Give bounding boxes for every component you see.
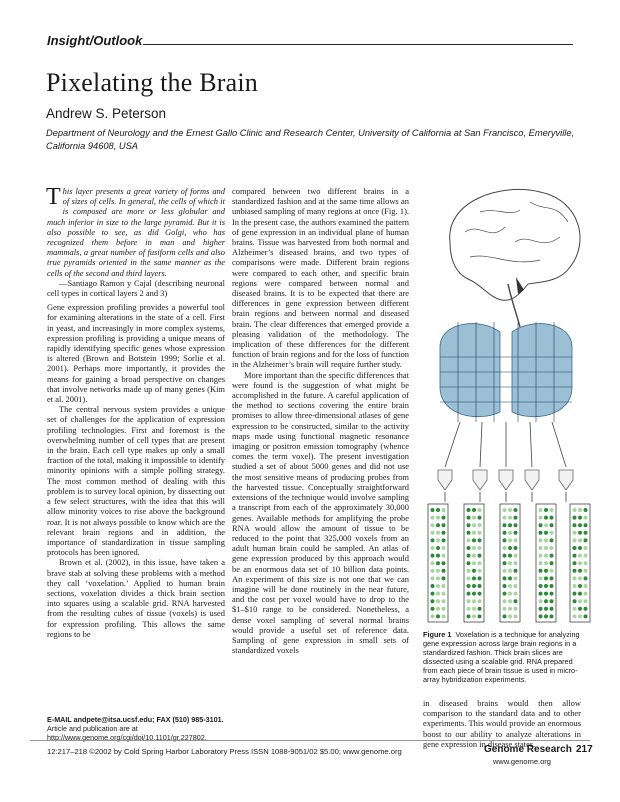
array-spot	[467, 538, 471, 542]
array-spot	[467, 508, 471, 512]
array-spot	[467, 614, 471, 618]
array-spot	[584, 584, 588, 588]
array-spot	[431, 584, 435, 588]
array-spot	[539, 554, 543, 558]
array-spot	[478, 584, 482, 588]
array-spot	[472, 599, 476, 603]
array-spot	[584, 561, 588, 565]
array-spot	[578, 508, 582, 512]
affiliation: Department of Neurology and the Ernest Gallo Clinic and Research Center, University of California at San Francisco, Emeryville, California 94608, USA	[46, 128, 575, 151]
array-spot	[478, 523, 482, 527]
array-spot	[431, 554, 435, 558]
array-spot	[539, 576, 543, 580]
array-spot	[436, 508, 440, 512]
array-spot	[503, 508, 507, 512]
array-spot	[508, 607, 512, 611]
array-spot	[550, 599, 554, 603]
array-spot	[539, 614, 543, 618]
array-spot	[436, 614, 440, 618]
array-spot	[514, 584, 518, 588]
array-spot	[436, 516, 440, 520]
array-spot	[544, 531, 548, 535]
array-spot	[578, 538, 582, 542]
figure-label: Figure 1	[423, 630, 452, 639]
array-spot	[436, 546, 440, 550]
array-spot	[467, 554, 471, 558]
array-spot	[503, 561, 507, 565]
array-spot	[442, 569, 446, 573]
array-spot	[584, 546, 588, 550]
array-spot	[578, 599, 582, 603]
array-spot	[467, 607, 471, 611]
array-spot	[584, 554, 588, 558]
array-spot	[539, 592, 543, 596]
array-spot	[584, 614, 588, 618]
array-spot	[544, 538, 548, 542]
array-spot	[442, 561, 446, 565]
array-spot	[503, 546, 507, 550]
array-spot	[442, 531, 446, 535]
array-spot	[467, 531, 471, 535]
array-spot	[514, 538, 518, 542]
array-spot	[584, 599, 588, 603]
array-spot	[514, 614, 518, 618]
array-spot	[539, 561, 543, 565]
paragraph: compared between two different brains in a standardized fashion and at the same time allows an unbiased sampling of many regions at once (Fig. 1). In the present case, the authors examined the pattern of gene expression in an individual plane of human brains. Tissue was harvested from both normal and Alzheimer’s diseased brains, and two types of comparisons were made. Different brain regions were compared to each other, and specific brain regions were compared between normal and diseased brains. It is to be expected that there are differences in gene expression between different brain regions and between normal and diseased brain. The clear differences that emerged provide a pleasing validation of the methodology. The implication of these differences for the different function of brain regions and for the loss of function in the Alzheimer’s brain will require further study.	[232, 186, 409, 370]
array-spot	[442, 523, 446, 527]
array-spot	[544, 554, 548, 558]
array-spot	[503, 531, 507, 535]
article-title: Pixelating the Brain	[46, 68, 258, 97]
array-spot	[539, 508, 543, 512]
array-spot	[503, 584, 507, 588]
array-spot	[478, 561, 482, 565]
array-spot	[431, 538, 435, 542]
figure-caption	[423, 631, 588, 684]
array-spot	[431, 607, 435, 611]
array-spot	[550, 584, 554, 588]
array-spot	[503, 554, 507, 558]
array-spot	[431, 569, 435, 573]
array-spot	[436, 538, 440, 542]
array-spot	[508, 561, 512, 565]
array-spot	[573, 599, 577, 603]
array-spot	[514, 508, 518, 512]
footer-rule	[30, 740, 590, 741]
arrow-icons	[445, 492, 566, 502]
paragraph: More important than the specific differences that were found is the suggestion of what might be accomplished in the future. A careful application of the method to sections covering the entire brain promises to allow three-dimensional atlases of gene expression to be constructed, similar to the activity maps made using functional magnetic resonance imaging or positron emission tomography (whence comes the term voxel). The present investigation studied a set of about 5000 genes and did not use the most sensitive means of producing probes from the harvested tissue. Conceptually straightforward extensions of the technique would involve sampling a transcript from each of the approximately 30,000 genes. Available methods for amplifying the probe RNA would allow the amount of tissue to be reduced to the point that 325,000 voxels from an adult human brain could be sampled. An atlas of gene expression produced by this approach would be an enormous data set of 10 billion data points. An experiment of this size is not one that we can imagine will be done routinely in the near future, and the cost per voxel would have to drop to the $1–$10 range to be considered. Nonetheless, a dense voxel sampling of several normal brains would provide a useful set of reference data. Sampling of gene expression in small sets of standardized voxels	[232, 369, 409, 656]
array-spot	[472, 561, 476, 565]
array-spot	[584, 607, 588, 611]
array-spot	[508, 576, 512, 580]
array-spot	[573, 576, 577, 580]
array-spot	[431, 592, 435, 596]
array-spot	[550, 538, 554, 542]
array-spot	[508, 592, 512, 596]
array-spot	[544, 614, 548, 618]
array-spot	[442, 546, 446, 550]
array-spot	[578, 576, 582, 580]
body-column-3	[423, 698, 581, 749]
array-spot	[503, 523, 507, 527]
array-spot	[442, 584, 446, 588]
array-spot	[478, 546, 482, 550]
array-spot	[539, 569, 543, 573]
array-spot	[514, 599, 518, 603]
array-spot	[573, 531, 577, 535]
array-spot	[544, 607, 548, 611]
array-spot	[431, 508, 435, 512]
array-spot	[431, 561, 435, 565]
author-name: Andrew S. Peterson	[46, 106, 167, 121]
array-spot	[478, 531, 482, 535]
array-spot	[544, 561, 548, 565]
array-spot	[478, 614, 482, 618]
array-spot	[478, 607, 482, 611]
array-spot	[550, 554, 554, 558]
tube-icons	[438, 470, 573, 490]
array-spot	[550, 561, 554, 565]
array-spot	[550, 516, 554, 520]
array-spot	[478, 569, 482, 573]
array-spot	[584, 576, 588, 580]
array-spot	[514, 516, 518, 520]
array-spot	[508, 508, 512, 512]
array-spot	[573, 607, 577, 611]
array-spot	[508, 584, 512, 588]
array-spot	[550, 592, 554, 596]
email-fax: E-MAIL andpete@itsa.ucsf.edu; FAX (510) 985-3101.	[47, 715, 224, 724]
array-spot	[550, 523, 554, 527]
array-spot	[584, 569, 588, 573]
caption-text: Voxelation is a technique for analyzing gene expression across large brain regions in a standardized fashion. Thick brain slices are dissected using a scalable grid. RNA prepared from each piece of brain tissue is used in micro-array hybridization experiments.	[423, 630, 580, 684]
array-spot	[539, 531, 543, 535]
array-spot	[544, 516, 548, 520]
array-spot	[431, 614, 435, 618]
array-spot	[539, 516, 543, 520]
array-spot	[472, 592, 476, 596]
microarray-slides	[428, 504, 590, 622]
array-spot	[436, 599, 440, 603]
array-spot	[544, 546, 548, 550]
array-spot	[508, 531, 512, 535]
array-spot	[578, 531, 582, 535]
array-spot	[503, 516, 507, 520]
array-spot	[550, 614, 554, 618]
array-spot	[578, 516, 582, 520]
array-spot	[578, 584, 582, 588]
array-spot	[503, 569, 507, 573]
array-spot	[514, 554, 518, 558]
array-spot	[442, 614, 446, 618]
array-spot	[584, 516, 588, 520]
array-spot	[478, 508, 482, 512]
array-spot	[573, 554, 577, 558]
epigraph-attribution: —Santiago Ramon y Cajal (describing neuronal cell types in cortical layers 2 and 3)	[47, 277, 225, 299]
array-spot	[472, 523, 476, 527]
footer-citation: 12:217–218 ©2002 by Cold Spring Harbor Laboratory Press ISSN 1088-9051/02 $5.00; www.genome.org	[47, 747, 402, 756]
array-spot	[584, 592, 588, 596]
array-spot	[578, 592, 582, 596]
array-spot	[544, 569, 548, 573]
array-spot	[544, 584, 548, 588]
array-spot	[467, 561, 471, 565]
array-spot	[478, 576, 482, 580]
array-spot	[442, 554, 446, 558]
brain-slice-right	[512, 324, 572, 417]
array-spot	[436, 607, 440, 611]
array-spot	[573, 592, 577, 596]
array-spot	[431, 599, 435, 603]
array-spot	[573, 561, 577, 565]
array-spot	[584, 531, 588, 535]
header-rule	[143, 44, 573, 45]
array-spot	[431, 516, 435, 520]
array-spot	[539, 607, 543, 611]
array-spot	[514, 569, 518, 573]
array-spot	[578, 523, 582, 527]
array-spot	[539, 546, 543, 550]
array-spot	[431, 576, 435, 580]
array-spot	[550, 546, 554, 550]
array-spot	[573, 523, 577, 527]
epigraph	[47, 186, 225, 278]
array-spot	[544, 599, 548, 603]
array-spot	[573, 614, 577, 618]
array-spot	[467, 592, 471, 596]
array-spot	[550, 576, 554, 580]
array-spot	[578, 614, 582, 618]
array-spot	[436, 531, 440, 535]
array-spot	[573, 584, 577, 588]
page-number: 217	[576, 744, 593, 755]
drop-cap: T	[46, 184, 61, 210]
array-spot	[478, 554, 482, 558]
array-spot	[578, 561, 582, 565]
array-spot	[544, 576, 548, 580]
epigraph-text: his layer presents a great variety of forms and of sizes of cells. In general, the cells of which it is composed are more or less globular and much inferior in size to the large pyramid. But it is also possible to see, as did Golgi, who has recognized them before in man and higher mammals, a great number of fusiform cells and also true pyramids oriented in the same manner as the cells of the second and third layers.	[47, 186, 225, 278]
array-spot	[514, 576, 518, 580]
array-spot	[539, 538, 543, 542]
paragraph: Gene expression profiling provides a powerful tool for examining alterations in the state of a cell. First in yeast, and increasingly in more complex systems, expression profiling is providing a unique means of rapidly identifying specific genes whose expression is altered (Brown and Botstein 1999; Sorlie et al. 2001). Perhaps more importantly, it provides the means for gaining a broad perspective on changes that involve networks made up of many genes (Kim et al. 2001).	[47, 302, 225, 405]
array-spot	[442, 508, 446, 512]
brain-icon	[450, 189, 580, 327]
doi-note: Article and publication are at http://www.genome.org/cgi/doi/10.1101/gr.227802.	[47, 724, 207, 742]
array-spot	[573, 516, 577, 520]
array-spot	[508, 546, 512, 550]
array-spot	[436, 561, 440, 565]
array-spot	[472, 538, 476, 542]
array-spot	[436, 523, 440, 527]
array-spot	[467, 599, 471, 603]
array-spot	[467, 569, 471, 573]
array-spot	[478, 599, 482, 603]
array-spot	[539, 523, 543, 527]
array-spot	[578, 554, 582, 558]
array-spot	[508, 516, 512, 520]
array-spot	[550, 531, 554, 535]
array-spot	[478, 516, 482, 520]
array-spot	[539, 599, 543, 603]
array-spot	[472, 508, 476, 512]
array-spot	[573, 569, 577, 573]
array-spot	[436, 576, 440, 580]
array-spot	[503, 614, 507, 618]
array-spot	[442, 516, 446, 520]
array-spot	[508, 569, 512, 573]
array-spot	[431, 546, 435, 550]
body-column-2	[232, 186, 409, 655]
array-spot	[478, 538, 482, 542]
paragraph: The central nervous system provides a unique set of challenges for the application of expression profiling technologies. First and foremost is the overwhelming number of cell types that are present in the brain. Each cell type makes up only a small fraction of the total, making it impossible to identify minority opinions with a simple polling strategy. The most common method of dealing with this problem is to survey local opinion, by dissecting out a few select structures, with the idea that this will allow minority voices to rise above the background roar. It is not always possible to know which are the relevant brain regions and in addition, the importance of standardization in tissue sampling protocols has been ignored.	[47, 404, 225, 558]
array-spot	[573, 546, 577, 550]
array-spot	[472, 584, 476, 588]
array-spot	[539, 584, 543, 588]
array-spot	[436, 569, 440, 573]
array-spot	[584, 508, 588, 512]
array-spot	[584, 523, 588, 527]
array-spot	[472, 607, 476, 611]
array-spot	[472, 516, 476, 520]
array-spot	[550, 508, 554, 512]
array-spot	[584, 538, 588, 542]
array-spot	[472, 569, 476, 573]
array-spot	[503, 592, 507, 596]
array-spot	[514, 523, 518, 527]
array-spot	[478, 592, 482, 596]
paragraph: in diseased brains would then allow comparison to the standard data and to other experiments. This would provide an enormous boost to our ability to analyze alterations in gene expression in disease states.	[423, 698, 581, 749]
array-spot	[503, 538, 507, 542]
array-spot	[508, 523, 512, 527]
journal-name: Genome Research	[484, 744, 572, 755]
array-spot	[467, 516, 471, 520]
array-spot	[442, 538, 446, 542]
array-spot	[467, 546, 471, 550]
array-spot	[442, 607, 446, 611]
array-spot	[431, 531, 435, 535]
arrow-icons	[445, 422, 566, 467]
array-spot	[472, 531, 476, 535]
array-spot	[550, 569, 554, 573]
array-spot	[436, 592, 440, 596]
array-spot	[508, 554, 512, 558]
array-spot	[573, 508, 577, 512]
array-spot	[503, 576, 507, 580]
body-column-1	[47, 186, 225, 639]
array-spot	[472, 614, 476, 618]
array-spot	[514, 561, 518, 565]
array-spot	[467, 584, 471, 588]
array-spot	[573, 538, 577, 542]
journal-site: www.genome.org	[493, 757, 551, 766]
array-spot	[431, 523, 435, 527]
array-spot	[472, 554, 476, 558]
array-spot	[442, 576, 446, 580]
array-spot	[436, 554, 440, 558]
array-spot	[578, 546, 582, 550]
array-spot	[467, 523, 471, 527]
paragraph: Brown et al. (2002), in this issue, have taken a brave stab at solving these problems with a method they call ‘voxelation.’ Applied to human brain sections, voxelation divides a thick brain section into squares using a scalable grid. RNA harvested from the resulting cubes of tissue (voxels) is used for expression profiling. This allows the same regions to be	[47, 557, 225, 639]
array-spot	[467, 576, 471, 580]
array-spot	[514, 531, 518, 535]
array-spot	[472, 546, 476, 550]
array-spot	[514, 546, 518, 550]
array-spot	[472, 576, 476, 580]
figure-1-illustration	[420, 182, 592, 627]
array-spot	[508, 538, 512, 542]
array-spot	[508, 599, 512, 603]
contact-block	[47, 715, 225, 742]
array-spot	[544, 523, 548, 527]
array-spot	[508, 614, 512, 618]
array-spot	[514, 592, 518, 596]
array-spot	[544, 592, 548, 596]
array-spot	[578, 607, 582, 611]
array-spot	[436, 584, 440, 588]
section-header: Insight/Outlook	[47, 33, 143, 48]
array-spot	[442, 599, 446, 603]
array-spot	[442, 592, 446, 596]
array-spot	[503, 607, 507, 611]
array-spot	[514, 607, 518, 611]
array-spot	[578, 569, 582, 573]
array-spot	[544, 508, 548, 512]
array-spot	[503, 599, 507, 603]
array-spot	[550, 607, 554, 611]
brain-slice-left	[440, 324, 500, 417]
